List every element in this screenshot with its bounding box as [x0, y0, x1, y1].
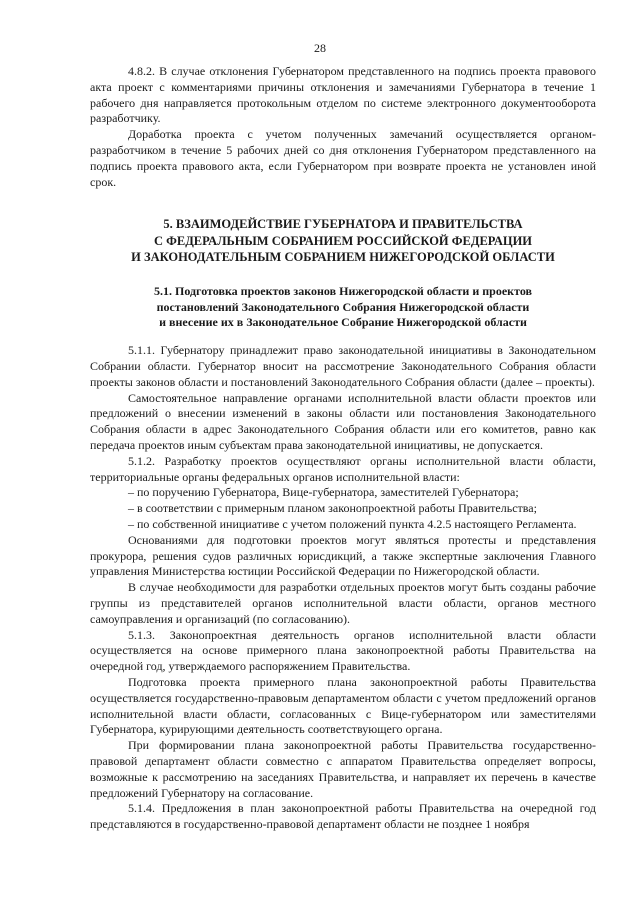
paragraph: Основаниями для подготовки проектов могут являться протесты и представления прокурора, решения судов различных юрисдикций, а также экспертные заключения Главного управления Министерства юстиции Российской Федерации по Нижегородской области.: [90, 532, 596, 579]
section-heading-line: И ЗАКОНОДАТЕЛЬНЫМ СОБРАНИЕМ НИЖЕГОРОДСКОЙ ОБЛАСТИ: [131, 250, 555, 265]
subsection-heading: [90, 284, 596, 331]
list-item: – в соответствии с примерным планом законопроектной работы Правительства;: [128, 501, 537, 516]
paragraph: Подготовка проекта примерного плана законопроектной работы Правительства осуществляется государственно-правовым департаментом области с учетом предложений органов исполнительной власти области, согласованных с Вице-губернатором или заместителями Губернатора, курирующими деятельность соответствующего органа.: [90, 675, 596, 737]
paragraph: 5.1.1. Губернатору принадлежит право законодательной инициативы в Законодательном Собрании области. Губернатор вносит на рассмотрение Законодательного Собрания области проекты законов области и постановлений Законодательного Собрания области (далее – проекты).: [90, 343, 596, 389]
paragraph: 5.1.3. Законопроектная деятельность органов исполнительной власти области осуществляется на основе примерного плана законопроектной работы Правительства на очередной год, утверждаемого распоряжением Правительства.: [90, 627, 596, 674]
document-body: [90, 64, 596, 833]
subsection-heading-line: и внесение их в Законодательное Собрание Нижегородской области: [159, 315, 527, 330]
paragraph: Доработка проекта с учетом полученных замечаний осуществляется органом-разработчиком в течение 5 рабочих дней со дня отклонения Губернатором представленного на подпись проекта правового акта, если Губернатором при возврате проекта не установлен иной срок.: [90, 127, 596, 189]
section-heading-line: С ФЕДЕРАЛЬНЫМ СОБРАНИЕМ РОССИЙСКОЙ ФЕДЕРАЦИИ: [153, 233, 533, 248]
paragraph: 5.1.4. Предложения в план законопроектной работы Правительства на очередной год представляются в государственно-правовой департамент области не позднее 1 ноября: [90, 801, 596, 832]
section-heading-line: 5. ВЗАИМОДЕЙСТВИЕ ГУБЕРНАТОРА И ПРАВИТЕЛЬСТВА: [163, 217, 523, 232]
list-item: – по собственной инициативе с учетом положений пункта 4.2.5 настоящего Регламента.: [128, 517, 577, 532]
paragraph: 5.1.2. Разработку проектов осуществляют органы исполнительной власти области, территориальные органы федеральных органов исполнительной власти:: [90, 453, 596, 484]
paragraph: 4.8.2. В случае отклонения Губернатором представленного на подпись проекта правового акта проект с комментариями причины отклонения и замечаниями Губернатора в течение 1 рабочего дня направляется протокольным отделом по системе электронного документооборота разработчику.: [90, 64, 596, 126]
subsection-heading-line: постановлений Законодательного Собрания Нижегородской области: [156, 299, 530, 314]
paragraph: Самостоятельное направление органами исполнительной власти области проектов или предложений о внесении изменений в законы области или постановления Законодательного Собрания области в адрес Законодательного Собрания области или его комитетов, равно как передача проектов иным субъектам права законодательной инициативы, не допускается.: [90, 390, 596, 453]
list-item: – по поручению Губернатора, Вице-губернатора, заместителей Губернатора;: [128, 485, 519, 500]
subsection-heading-line: 5.1. Подготовка проектов законов Нижегородской области и проектов: [153, 283, 532, 298]
section-heading: [90, 216, 596, 266]
paragraph: При формировании плана законопроектной работы Правительства государственно-правовой департамент области совместно с аппаратом Правительства определяет вопросы, возможные к рассмотрению на заседаниях Правительства, и направляет их перечень в качестве предложений Губернатору на согласование.: [90, 738, 596, 800]
paragraph: В случае необходимости для разработки отдельных проектов могут быть созданы рабочие группы из представителей органов исполнительной власти области, органов местного самоуправления и организаций (по согласованию).: [90, 580, 596, 626]
page-number: 28: [314, 41, 326, 55]
